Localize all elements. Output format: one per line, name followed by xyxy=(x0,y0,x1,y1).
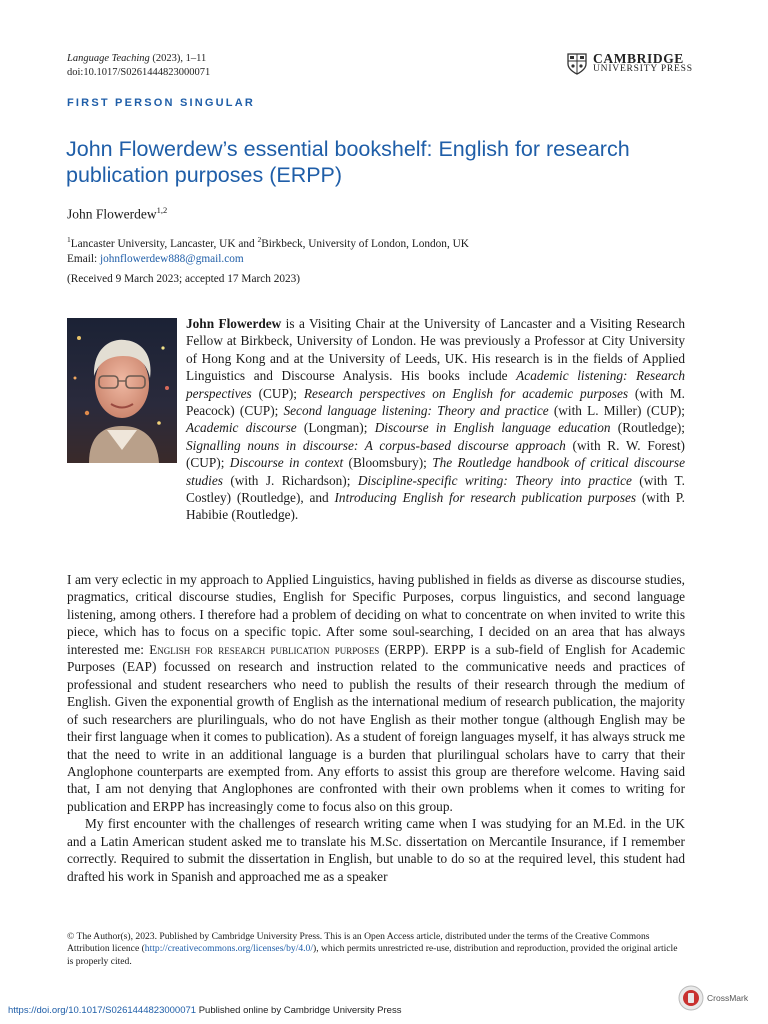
journal-year-pages: (2023), 1–11 xyxy=(149,53,207,64)
bio-book-title: Academic listening: Research perspectives xyxy=(186,368,685,401)
crossmark-badge[interactable] xyxy=(678,985,748,1011)
bio-name: John Flowerdew xyxy=(186,316,282,331)
bio-book-title: Introducing English for research publication purposes xyxy=(334,490,637,506)
bio-text: (Bloomsbury); xyxy=(343,455,433,471)
article-body xyxy=(67,571,685,885)
email-link[interactable]: johnflowerdew888@gmail.com xyxy=(99,252,244,265)
bio-text: is a Visiting Chair at the University of Lancaster and a Visiting Research Fellow at Birkbeck, University of London. He was previously a Professor at City University of Hong Kong and at the University of Leeds, UK. His research is in the fields of Applied Linguistics and Discourse Analysis. His books include xyxy=(186,316,685,384)
author-affil-sup: 1,2 xyxy=(156,205,168,215)
bio-text: (CUP); xyxy=(251,385,304,401)
footer-doi xyxy=(8,1005,401,1016)
bio-book-title: Signalling nouns in discourse: A corpus-based discourse approach xyxy=(186,437,566,453)
affil-1: Lancaster University, Lancaster, UK and xyxy=(70,237,258,250)
bio-book-title: Discourse in context xyxy=(229,455,344,471)
journal-citation xyxy=(67,52,210,80)
shield-icon xyxy=(567,53,587,75)
bio-book-title: Second language listening: Theory and practice xyxy=(283,403,549,419)
crossmark-label: CrossMark xyxy=(707,993,749,1003)
cambridge-logo[interactable] xyxy=(567,53,693,75)
bio-text: (with J. Richardson); xyxy=(222,472,358,488)
journal-name: Language Teaching xyxy=(67,53,150,64)
footnote-text: ), which permits unrestricted re-use, distribution and reproduction, provided the original article is properly cited. xyxy=(67,943,678,967)
copyright-footnote xyxy=(67,931,685,968)
author-line xyxy=(67,205,167,223)
bio-book-title: Research perspectives on English for academic purposes xyxy=(303,385,629,401)
article-title: John Flowerdew’s essential bookshelf: English for research publication purposes (ERPP) xyxy=(66,137,630,187)
publisher-name: CAMBRIDGE xyxy=(593,51,684,66)
bio-text: (with L. Miller) (CUP); xyxy=(548,403,685,419)
author-bio xyxy=(186,315,685,524)
affiliation-block xyxy=(67,232,469,267)
crossmark-icon xyxy=(678,985,704,1011)
affil-sup-1: 1 xyxy=(67,235,71,244)
bio-text: (with M. Peacock) (CUP); xyxy=(186,385,685,419)
paragraph-2: My first encounter with the challenges of research writing came when I was studying for an M.Ed. in the UK and a Latin American student asked me to translate his M.Sc. dissertation on Mercantile Insurance, if I remember correctly. Required to submit the dissertation in English, but unable to do so at the required level, this student had drafted his work in Spanish and approached me as a speaker xyxy=(67,816,685,884)
bio-text: (with T. Costley) (Routledge), and xyxy=(186,472,686,506)
paragraph-1 xyxy=(67,571,685,815)
bio-text: (with R. W. Forest) (CUP); xyxy=(186,437,685,471)
section-label: FIRST PERSON SINGULAR xyxy=(67,97,255,109)
para-text: I am very eclectic in my approach to Applied Linguistics, having published in fields as diverse as discourse studies, pragmatics, critical discourse studies, English for Specific Purposes, corpus linguistics, and second language listening, among others. I therefore had a problem of deciding on what to concentrate on when invited to write this piece, which has to focus on a specific topic. After some soul-searching, I decided on an area that has always interested me: xyxy=(67,572,685,657)
bio-book-title: Academic discourse xyxy=(186,420,297,436)
bio-book-title: The Routledge handbook of critical discourse studies xyxy=(186,455,685,488)
doi-text: doi:10.1017/S0261444823000071 xyxy=(67,67,211,78)
small-caps-term: English for research publication purposes xyxy=(149,641,380,657)
author-photo xyxy=(67,318,177,463)
bio-book-title: Discourse in English language education xyxy=(374,420,611,436)
publisher-subname: UNIVERSITY PRESS xyxy=(593,64,693,74)
bio-text: (Routledge); xyxy=(610,420,685,436)
affil-2: Birkbeck, University of London, London, UK xyxy=(261,237,469,250)
email-label: Email: xyxy=(67,252,100,265)
para-text: (ERPP). ERPP is a sub-field of English for Academic Purposes (EAP) focussed on research and instruction related to the communicative needs and practices of professional and student researchers who need to publish the results of their research through the medium of English. Given the exponential growth of English as the international medium of research publication, the majority of such researchers are plurilinguals, who do not have English as their mother tongue (although English may be their first language when it comes to publication). As a student of foreign languages myself, it has always struck me that the need to write in an additional language is a burden that plurilingual scholars have to carry that their Anglophone counterparts are exempted from. Any efforts to assist this group are therefore welcome. Having said that, I am not denying that Anglophones are confronted with their own problems when it comes to writing for publication and ERPP has increasingly come to focus also on this group. xyxy=(67,641,685,814)
author-name: John Flowerdew xyxy=(67,206,157,222)
published-online-text: Published online by Cambridge University Press xyxy=(196,1005,402,1016)
license-link[interactable]: http://creativecommons.org/licenses/by/4.0/ xyxy=(144,943,314,955)
bio-text: (Longman); xyxy=(296,420,375,436)
received-dates: (Received 9 March 2023; accepted 17 March 2023) xyxy=(67,273,301,285)
bio-text: (with P. Habibie (Routledge). xyxy=(186,490,685,523)
footnote-text: © The Author(s), 2023. Published by Cambridge University Press. This is an Open Access article, distributed under the terms of the Creative Commons Attribution licence ( xyxy=(67,931,650,955)
affil-sup-2: 2 xyxy=(257,235,262,244)
doi-link[interactable]: https://doi.org/10.1017/S0261444823000071 xyxy=(8,1005,197,1016)
bio-book-title: Discipline-specific writing: Theory into practice xyxy=(357,472,632,488)
